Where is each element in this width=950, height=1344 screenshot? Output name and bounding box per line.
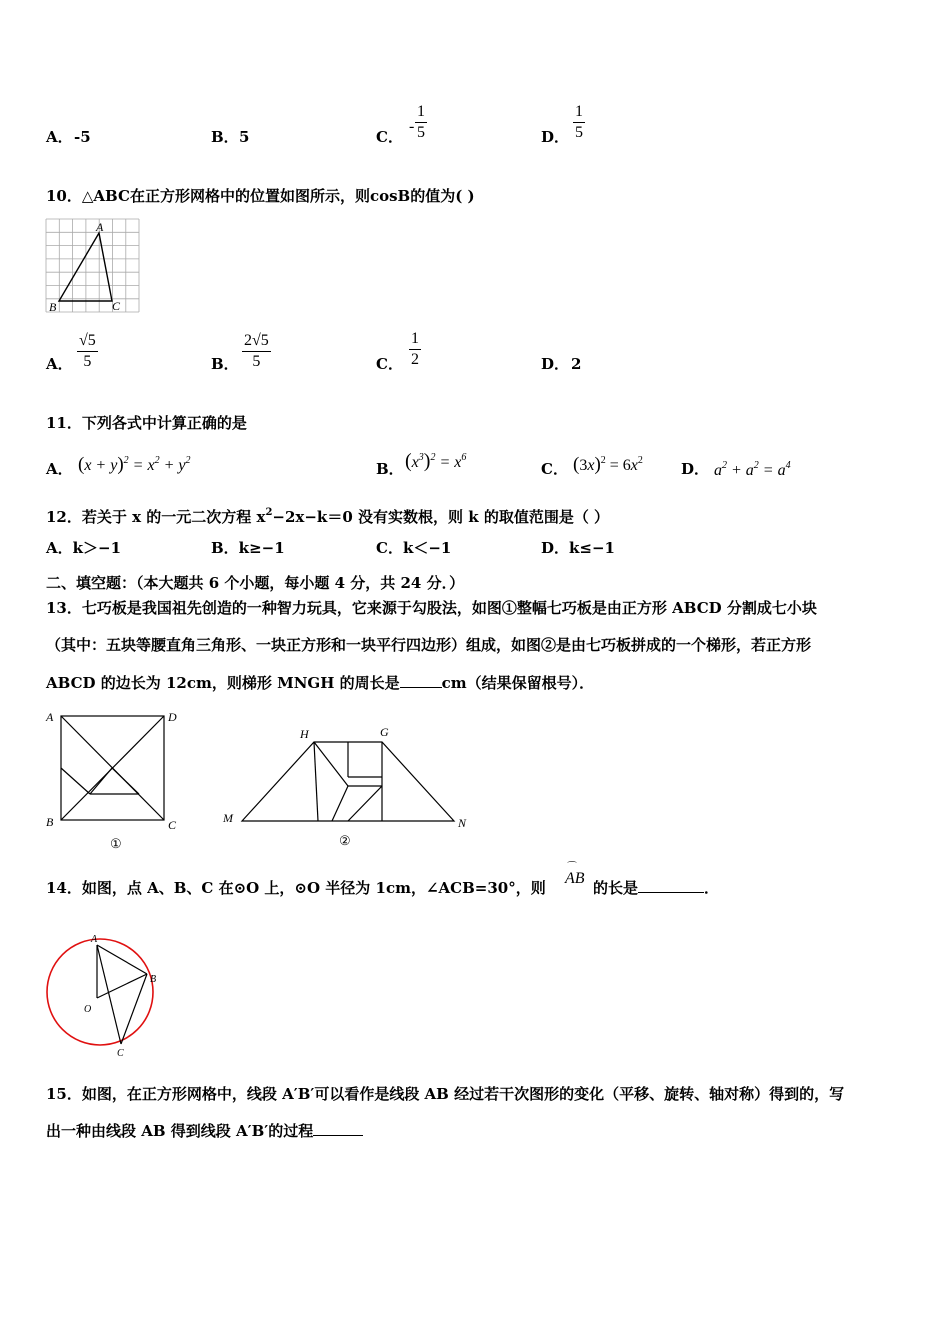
q10-option-b-fraction xyxy=(242,333,271,370)
fig2-caption: ② xyxy=(339,834,351,849)
section-2-heading: 二、填空题：（本大题共 6 个小题，每小题 4 分，共 24 分．） xyxy=(46,574,465,592)
q10-option-c-label: C． xyxy=(376,355,403,373)
q10-grid-figure xyxy=(46,219,142,315)
q10-stem: 10．△ABC在正方形网格中的位置如图所示，则cosB的值为( ) xyxy=(46,187,475,205)
q12-stem: 12．若关于 x 的一元二次方程 $x^2-2x-k=0$ 没有实数根，则 k 的取值范围是（ ） xyxy=(46,507,610,526)
fig2-label-m: M xyxy=(223,811,233,825)
q10-option-c-fraction xyxy=(409,331,421,368)
q9-option-c-fraction xyxy=(415,104,427,141)
q12-option-d: D．k≤−1 xyxy=(541,539,615,557)
q13-line-3: ABCD 的边长为 12cm，则梯形 MNGH 的周长是 cm（结果保留根号）． xyxy=(46,674,595,692)
q11-option-a-label: A． xyxy=(46,460,73,478)
q9-d-denominator: 5 xyxy=(575,124,583,141)
q14-arc-ab: ⌒ AB xyxy=(565,862,585,887)
q14-label-o: O xyxy=(84,1004,92,1015)
fig1-label-a: A xyxy=(46,710,54,724)
q9-d-numerator: 1 xyxy=(575,103,583,120)
fig2-label-n: N xyxy=(458,816,467,830)
fig1-label-b: B xyxy=(46,815,54,829)
q9-option-b-label: B． xyxy=(211,128,239,146)
q11-option-a-expr: $(x + y)^2 = x^2 + y^2$ xyxy=(78,454,191,475)
q10-c-denominator: 2 xyxy=(411,351,419,368)
q9-c-denominator: 5 xyxy=(417,124,425,141)
fig1-caption: ① xyxy=(110,837,122,852)
q11-option-c-label: C． xyxy=(541,460,568,478)
q12-option-b: B．k≥−1 xyxy=(211,539,285,557)
q14-stem-start: 14．如图，点 A、B、C 在⊙O 上，⊙O 半径为 1cm，∠ACB=30°，则 xyxy=(46,879,546,897)
q14-label-b: B xyxy=(150,974,157,985)
q12-option-c: C．k＜−1 xyxy=(376,539,452,557)
q10-c-numerator: 1 xyxy=(411,330,419,347)
q10-label-b: B xyxy=(49,300,57,314)
q10-b-denominator: 5 xyxy=(252,353,261,370)
q12-option-a: A．k＞−1 xyxy=(46,539,122,557)
q11-option-b-expr: $(x^3)^2 = x^6$ xyxy=(405,450,467,472)
q11-option-d-expr: $a^2 + a^2 = a^4$ xyxy=(714,460,791,479)
q11-option-c-expr: $(3x)^2 = 6x^2$ xyxy=(573,454,643,475)
q13-line-1: 13．七巧板是我国祖先创造的一种智力玩具，它来源于勾股法，如图①整幅七巧板是由正方形 ABCD 分割成七小块 xyxy=(46,599,817,617)
q10-a-denominator: 5 xyxy=(83,353,92,370)
q14-circle-figure xyxy=(40,930,170,1062)
q13-figure-2-trapezoid xyxy=(220,722,480,852)
q10-label-c: C xyxy=(112,299,121,313)
q15-line-1: 15．如图，在正方形网格中，线段 A′B′可以看作是线段 AB 经过若干次图形的变化（平移、旋转、轴对称）得到的，写 xyxy=(46,1085,845,1103)
q13-figure-1-tangram xyxy=(46,708,186,853)
q10-b-numerator: 2√5 xyxy=(244,332,269,349)
q10-option-b-label: B． xyxy=(211,355,239,373)
q9-option-a-value: -5 xyxy=(74,128,91,146)
q9-option-d-fraction xyxy=(573,104,585,141)
q11-stem: 11．下列各式中计算正确的是 xyxy=(46,414,247,432)
q11-option-b-label: B． xyxy=(376,460,404,478)
fig1-label-c: C xyxy=(168,818,177,832)
q9-option-a-label: A． xyxy=(46,128,73,146)
q9-c-numerator: 1 xyxy=(417,103,425,120)
q10-option-d-label: D． xyxy=(541,355,570,373)
fig2-label-h: H xyxy=(300,727,309,741)
fig1-label-d: D xyxy=(168,710,177,724)
q9-option-b-value: 5 xyxy=(239,128,250,146)
q15-line-2: 出一种由线段 AB 得到线段 A′B′的过程 xyxy=(46,1124,363,1139)
q9-option-d-label: D． xyxy=(541,128,570,146)
q10-label-a: A xyxy=(96,220,104,234)
q10-option-a-label: A． xyxy=(46,355,73,373)
q13-line-2: （其中：五块等腰直角三角形、一块正方形和一块平行四边形）组成，如图②是由七巧板拼成的一个梯形，若正方形 xyxy=(46,636,812,654)
q14-stem-end: 的长是 ． xyxy=(593,879,720,897)
q10-option-a-fraction xyxy=(77,333,98,370)
q11-option-d-label: D． xyxy=(681,460,710,478)
q14-label-a: A xyxy=(91,934,98,945)
fig2-label-g: G xyxy=(380,725,389,739)
q14-label-c: C xyxy=(117,1048,124,1059)
q9-option-c-sign: - xyxy=(409,118,415,135)
q10-a-numerator: √5 xyxy=(79,332,96,349)
q9-option-c-label: C． xyxy=(376,128,403,146)
q10-option-d-value: 2 xyxy=(571,355,582,373)
